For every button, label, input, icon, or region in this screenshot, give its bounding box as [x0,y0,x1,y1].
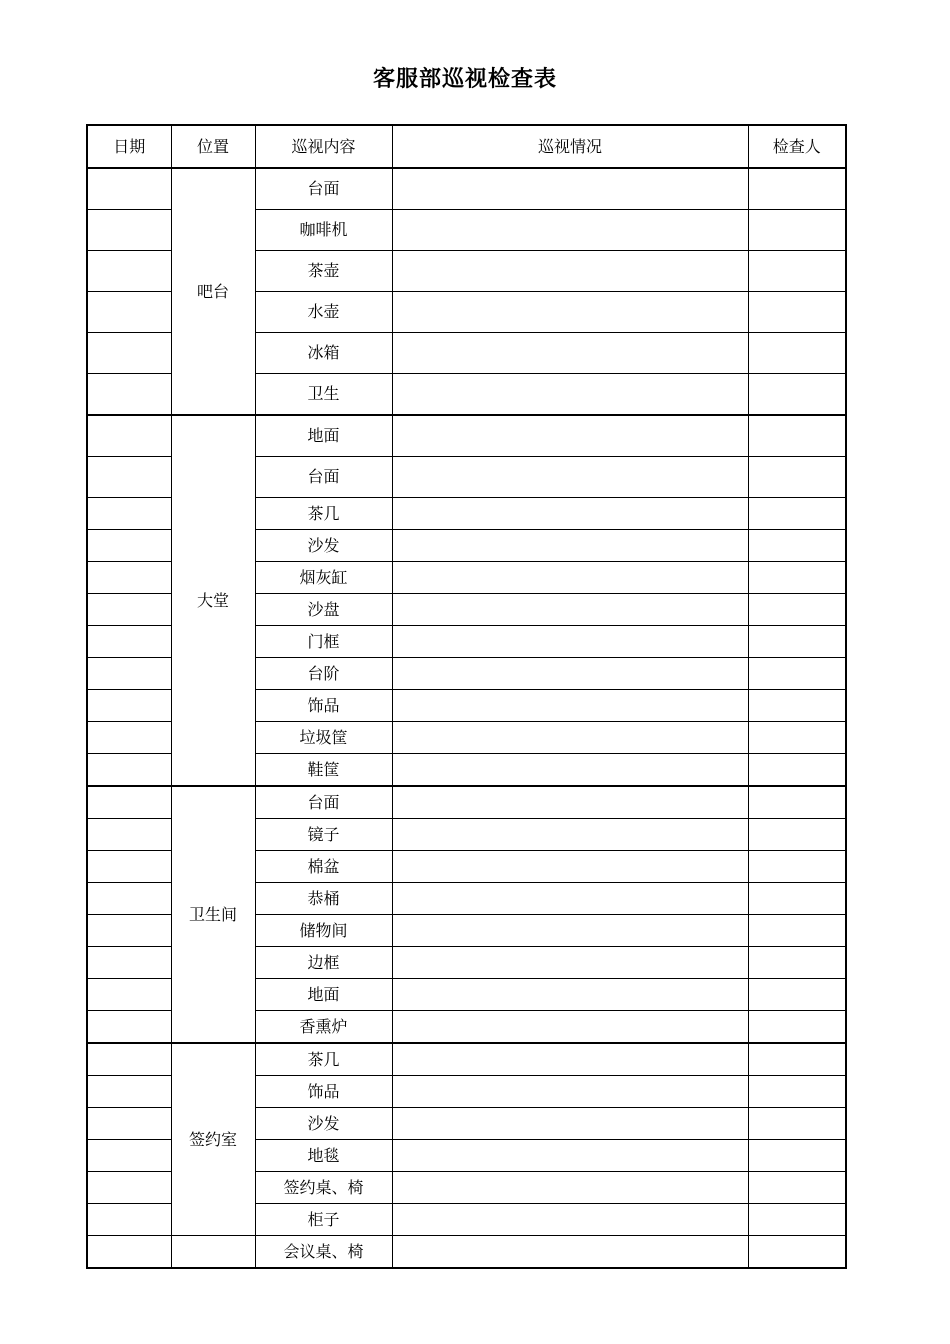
inspector-cell[interactable] [748,333,846,374]
date-cell[interactable] [87,626,171,658]
inspector-cell[interactable] [748,851,846,883]
location-cell: 大堂 [171,415,255,786]
date-cell[interactable] [87,374,171,416]
header-inspector: 检查人 [748,125,846,168]
inspector-cell[interactable] [748,626,846,658]
date-cell[interactable] [87,251,171,292]
inspector-cell[interactable] [748,457,846,498]
content-cell: 棉盆 [255,851,392,883]
situation-cell[interactable] [392,851,748,883]
situation-cell[interactable] [392,415,748,457]
situation-cell[interactable] [392,786,748,819]
date-cell[interactable] [87,415,171,457]
content-cell: 镜子 [255,819,392,851]
content-cell: 柜子 [255,1204,392,1236]
content-cell: 咖啡机 [255,210,392,251]
situation-cell[interactable] [392,915,748,947]
content-cell: 沙盘 [255,594,392,626]
content-cell: 香熏炉 [255,1011,392,1044]
date-cell[interactable] [87,786,171,819]
content-cell: 茶几 [255,498,392,530]
situation-cell[interactable] [392,1076,748,1108]
inspector-cell[interactable] [748,690,846,722]
date-cell[interactable] [87,947,171,979]
content-cell: 垃圾筐 [255,722,392,754]
table-row [87,1236,846,1269]
content-cell: 烟灰缸 [255,562,392,594]
date-cell[interactable] [87,883,171,915]
inspector-cell[interactable] [748,883,846,915]
content-cell: 储物间 [255,915,392,947]
situation-cell[interactable] [392,883,748,915]
inspector-cell[interactable] [748,1011,846,1044]
situation-cell[interactable] [392,658,748,690]
content-cell: 饰品 [255,1076,392,1108]
date-cell[interactable] [87,333,171,374]
content-cell: 茶壶 [255,251,392,292]
content-cell: 冰箱 [255,333,392,374]
situation-cell[interactable] [392,498,748,530]
page-title: 客服部巡视检查表 [372,67,557,92]
date-cell[interactable] [87,1172,171,1204]
situation-cell[interactable] [392,690,748,722]
inspector-cell[interactable] [748,1236,846,1269]
table-row [87,168,846,210]
date-cell[interactable] [87,1236,171,1269]
inspector-cell[interactable] [748,415,846,457]
content-cell: 地毯 [255,1140,392,1172]
situation-cell[interactable] [392,594,748,626]
content-cell: 地面 [255,979,392,1011]
date-cell[interactable] [87,530,171,562]
content-cell: 边框 [255,947,392,979]
header-date: 日期 [87,125,171,168]
content-cell: 门框 [255,626,392,658]
inspector-cell[interactable] [748,498,846,530]
content-cell: 水壶 [255,292,392,333]
location-cell: 签约室 [171,1043,255,1236]
date-cell[interactable] [87,292,171,333]
content-cell: 卫生 [255,374,392,416]
situation-cell[interactable] [392,562,748,594]
situation-cell[interactable] [392,168,748,210]
content-cell: 鞋筐 [255,754,392,787]
situation-cell[interactable] [392,1236,748,1269]
date-cell[interactable] [87,594,171,626]
inspector-cell[interactable] [748,1076,846,1108]
inspector-cell[interactable] [748,722,846,754]
date-cell[interactable] [87,819,171,851]
location-cell-empty [171,1236,255,1269]
date-cell[interactable] [87,1140,171,1172]
location-cell: 吧台 [171,168,255,415]
date-cell[interactable] [87,1204,171,1236]
inspection-table [86,124,847,1269]
date-cell[interactable] [87,915,171,947]
situation-cell[interactable] [392,1011,748,1044]
date-cell[interactable] [87,1108,171,1140]
content-cell: 沙发 [255,530,392,562]
inspector-cell[interactable] [748,1172,846,1204]
header-content: 巡视内容 [255,125,392,168]
date-cell[interactable] [87,690,171,722]
inspector-cell[interactable] [748,168,846,210]
inspector-cell[interactable] [748,251,846,292]
date-cell[interactable] [87,1011,171,1044]
inspector-cell[interactable] [748,1204,846,1236]
inspector-cell[interactable] [748,915,846,947]
date-cell[interactable] [87,1043,171,1076]
inspector-cell[interactable] [748,658,846,690]
header-location: 位置 [171,125,255,168]
inspector-cell[interactable] [748,374,846,416]
situation-cell[interactable] [392,979,748,1011]
date-cell[interactable] [87,658,171,690]
situation-cell[interactable] [392,1172,748,1204]
content-cell: 地面 [255,415,392,457]
date-cell[interactable] [87,210,171,251]
situation-cell[interactable] [392,1108,748,1140]
date-cell[interactable] [87,1076,171,1108]
situation-cell[interactable] [392,626,748,658]
inspector-cell[interactable] [748,1140,846,1172]
content-cell: 台面 [255,786,392,819]
date-cell[interactable] [87,562,171,594]
inspector-cell[interactable] [748,979,846,1011]
date-cell[interactable] [87,722,171,754]
situation-cell[interactable] [392,1204,748,1236]
situation-cell[interactable] [392,819,748,851]
header-situation: 巡视情况 [392,125,748,168]
inspector-cell[interactable] [748,786,846,819]
situation-cell[interactable] [392,530,748,562]
inspector-cell[interactable] [748,1108,846,1140]
table-row [87,1043,846,1076]
date-cell[interactable] [87,168,171,210]
date-cell[interactable] [87,754,171,787]
situation-cell[interactable] [392,754,748,787]
inspector-cell[interactable] [748,530,846,562]
inspector-cell[interactable] [748,594,846,626]
table-row [87,415,846,457]
inspector-cell[interactable] [748,819,846,851]
table-row [87,786,846,819]
content-cell: 茶几 [255,1043,392,1076]
date-cell[interactable] [87,498,171,530]
date-cell[interactable] [87,457,171,498]
situation-cell[interactable] [392,333,748,374]
situation-cell[interactable] [392,722,748,754]
situation-cell[interactable] [392,1043,748,1076]
content-cell: 台面 [255,457,392,498]
inspector-cell[interactable] [748,1043,846,1076]
date-cell[interactable] [87,979,171,1011]
content-cell: 台面 [255,168,392,210]
situation-cell[interactable] [392,251,748,292]
content-cell: 台阶 [255,658,392,690]
content-cell: 会议桌、椅 [255,1236,392,1269]
inspector-cell[interactable] [748,562,846,594]
situation-cell[interactable] [392,1140,748,1172]
inspector-cell[interactable] [748,292,846,333]
location-cell: 卫生间 [171,786,255,1043]
situation-cell[interactable] [392,292,748,333]
situation-cell[interactable] [392,457,748,498]
content-cell: 沙发 [255,1108,392,1140]
header-row [87,125,846,168]
situation-cell[interactable] [392,210,748,251]
date-cell[interactable] [87,851,171,883]
inspector-cell[interactable] [748,210,846,251]
inspector-cell[interactable] [748,754,846,787]
inspector-cell[interactable] [748,947,846,979]
situation-cell[interactable] [392,947,748,979]
content-cell: 签约桌、椅 [255,1172,392,1204]
content-cell: 恭桶 [255,883,392,915]
content-cell: 饰品 [255,690,392,722]
situation-cell[interactable] [392,374,748,416]
